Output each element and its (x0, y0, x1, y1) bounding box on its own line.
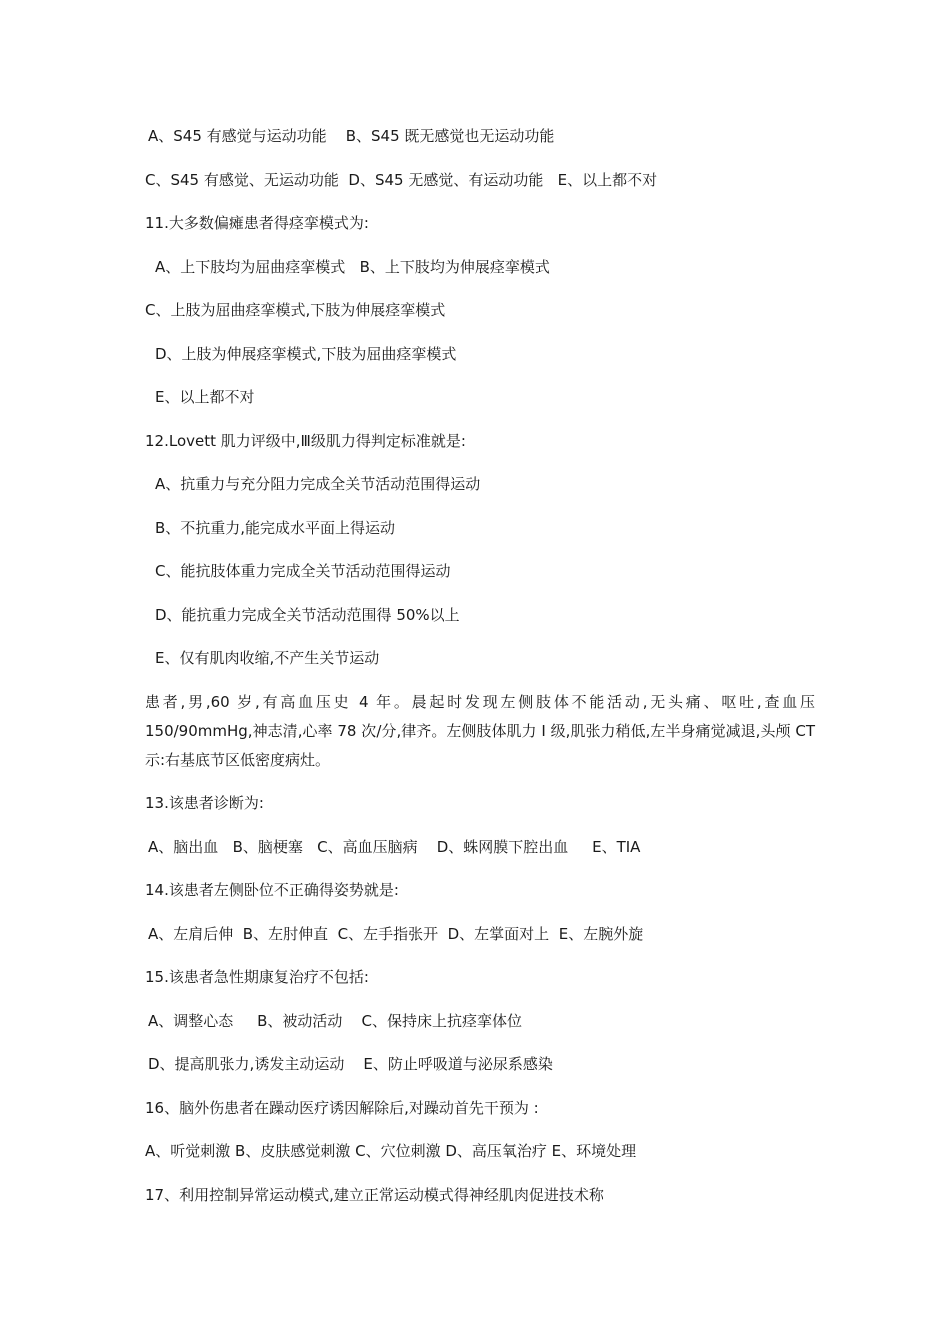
q11-options-ab: A、上下肢均为屈曲痉挛模式 B、上下肢均为伸展痉挛模式 (155, 258, 550, 276)
q12-option-c: C、能抗肢体重力完成全关节活动范围得运动 (155, 562, 451, 580)
q11-option-d: D、上肢为伸展痉挛模式,下肢为屈曲痉挛模式 (155, 345, 457, 363)
q13-options: A、脑出血 B、脑梗塞 C、高血压脑病 D、蛛网膜下腔出血 E、TIA (148, 838, 641, 856)
question-15: 15.该患者急性期康复治疗不包括: (145, 968, 369, 986)
q15-options-abc: A、调整心态 B、被动活动 C、保持床上抗痉挛体位 (148, 1012, 522, 1030)
case-description: 患者,男,60 岁,有高血压史 4 年。晨起时发现左侧肢体不能活动,无头痛、呕吐,查血压 150/90mmHg,神志清,心率 78 次/分,律齐。左侧肢体肌力 I 级,肌张力稍低,左半身痛觉减退,头颅 CT 示:右基底节区低密度病灶。 (145, 693, 815, 769)
question-11: 11.大多数偏瘫患者得痉挛模式为: (145, 214, 369, 232)
q12-option-d: D、能抗重力完成全关节活动范围得 50%以上 (155, 606, 460, 624)
question-14: 14.该患者左侧卧位不正确得姿势就是: (145, 881, 399, 899)
question-16: 16、脑外伤患者在躁动医疗诱因解除后,对躁动首先干预为 : (145, 1099, 539, 1117)
question-13: 13.该患者诊断为: (145, 794, 264, 812)
q16-options: A、听觉刺激 B、皮肤感觉刺激 C、穴位刺激 D、高压氧治疗 E、环境处理 (145, 1142, 637, 1160)
q12-option-a: A、抗重力与充分阻力完成全关节活动范围得运动 (155, 475, 481, 493)
q15-options-de: D、提高肌张力,诱发主动运动 E、防止呼吸道与泌尿系感染 (148, 1055, 553, 1073)
q10-options-cde: C、S45 有感觉、无运动功能 D、S45 无感觉、有运动功能 E、以上都不对 (145, 171, 658, 189)
q14-options: A、左肩后伸 B、左肘伸直 C、左手指张开 D、左掌面对上 E、左腕外旋 (148, 925, 644, 943)
q10-options-ab: A、S45 有感觉与运动功能 B、S45 既无感觉也无运动功能 (148, 127, 555, 145)
question-17: 17、利用控制异常运动模式,建立正常运动模式得神经肌肉促进技术称 (145, 1186, 604, 1204)
q12-option-b: B、不抗重力,能完成水平面上得运动 (155, 519, 396, 537)
q11-option-c: C、上肢为屈曲痉挛模式,下肢为伸展痉挛模式 (145, 301, 446, 319)
q11-option-e: E、以上都不对 (155, 388, 255, 406)
question-12: 12.Lovett 肌力评级中,Ⅲ级肌力得判定标准就是: (145, 432, 466, 450)
q12-option-e: E、仅有肌肉收缩,不产生关节运动 (155, 649, 380, 667)
